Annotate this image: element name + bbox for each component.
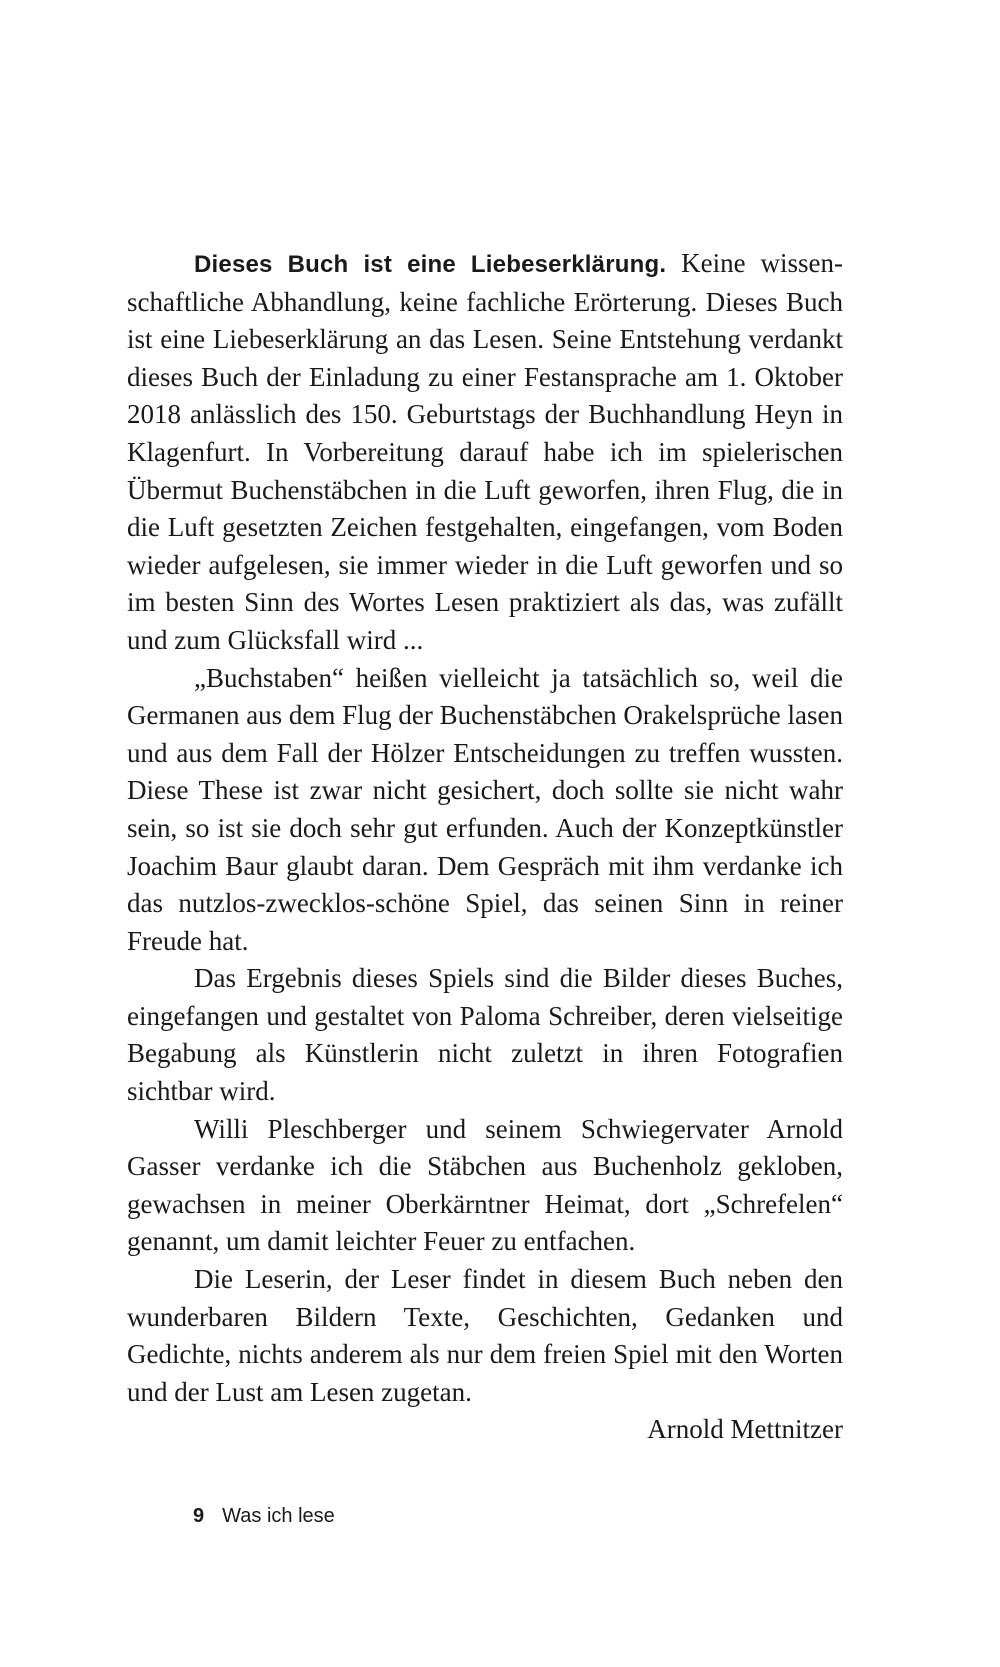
author-signature: Arnold Mettnitzer: [647, 1414, 843, 1445]
running-title: Was ich lese: [222, 1505, 335, 1527]
paragraph-5: Die Leserin, der Leser findet in diesem Buch neben den wunderbaren Bildern Texte, Geschichten, Gedanken und Gedichte, nichts anderem als nur dem freien Spiel mit den Worten und der Lust am Lesen zugetan.: [127, 1264, 843, 1407]
lead-sentence: Dieses Buch ist eine Liebeserklärung.: [194, 251, 667, 278]
paragraph-3: Das Ergebnis dieses Spiels sind die Bilder dieses Buches, eingefangen und gestaltet von Paloma Schreiber, deren vielseitige Begabung als Künstlerin nicht zuletzt in ihren Fotografien sichtbar wird.: [127, 963, 843, 1107]
body-text: [127, 245, 843, 1449]
paragraph-4: Willi Pleschberger und seinem Schwiegervater Arnold Gasser verdanke ich die Stäbchen aus Buchenholz gekloben, gewachsen in meiner Oberkärntner Heimat, dort „Schrefelen“ genannt, um damit leichter Feuer zu entfachen.: [127, 1113, 843, 1257]
paragraph-1-text: Keine wissenschaftliche Abhandlung, keine fachliche Erörterung. Dieses Buch ist eine Liebeserklärung an das Lesen. Seine Entstehung verdankt dieses Buch der Einladung zu einer Festansprache am 1. Oktober 2018 anlässlich des 150. Geburtstags der Buchhandlung Heyn in Klagenfurt. In Vorbereitung darauf habe ich im spielerischen Übermut Buchenstäbchen in die Luft geworfen, ihren Flug, die in die Luft gesetzten Zeichen festgehalten, eingefangen, vom Boden wieder aufgelesen, sie immer wieder in die Luft geworfen und so im besten Sinn des Wortes Lesen praktiziert als das, was zufällt und zum Glücksfall wird ...: [127, 248, 843, 655]
paragraph-2: „Buchstaben“ heißen vielleicht ja tatsächlich so, weil die Germanen aus dem Flug der Buchenstäbchen Orakelsprüche lasen und aus dem Fall der Hölzer Entscheidungen zu treffen wussten. Diese These ist zwar nicht gesichert, doch sollte sie nicht wahr sein, so ist sie doch sehr gut erfunden. Auch der Konzeptkünstler Joachim Baur glaubt daran. Dem Gespräch mit ihm verdanke ich das nutzlos-zwecklos-schöne Spiel, das seinen Sinn in reiner Freude hat.: [127, 662, 844, 956]
page-number: 9: [193, 1505, 205, 1527]
paragraph-1: [127, 245, 843, 660]
page-footer: [193, 1505, 335, 1528]
